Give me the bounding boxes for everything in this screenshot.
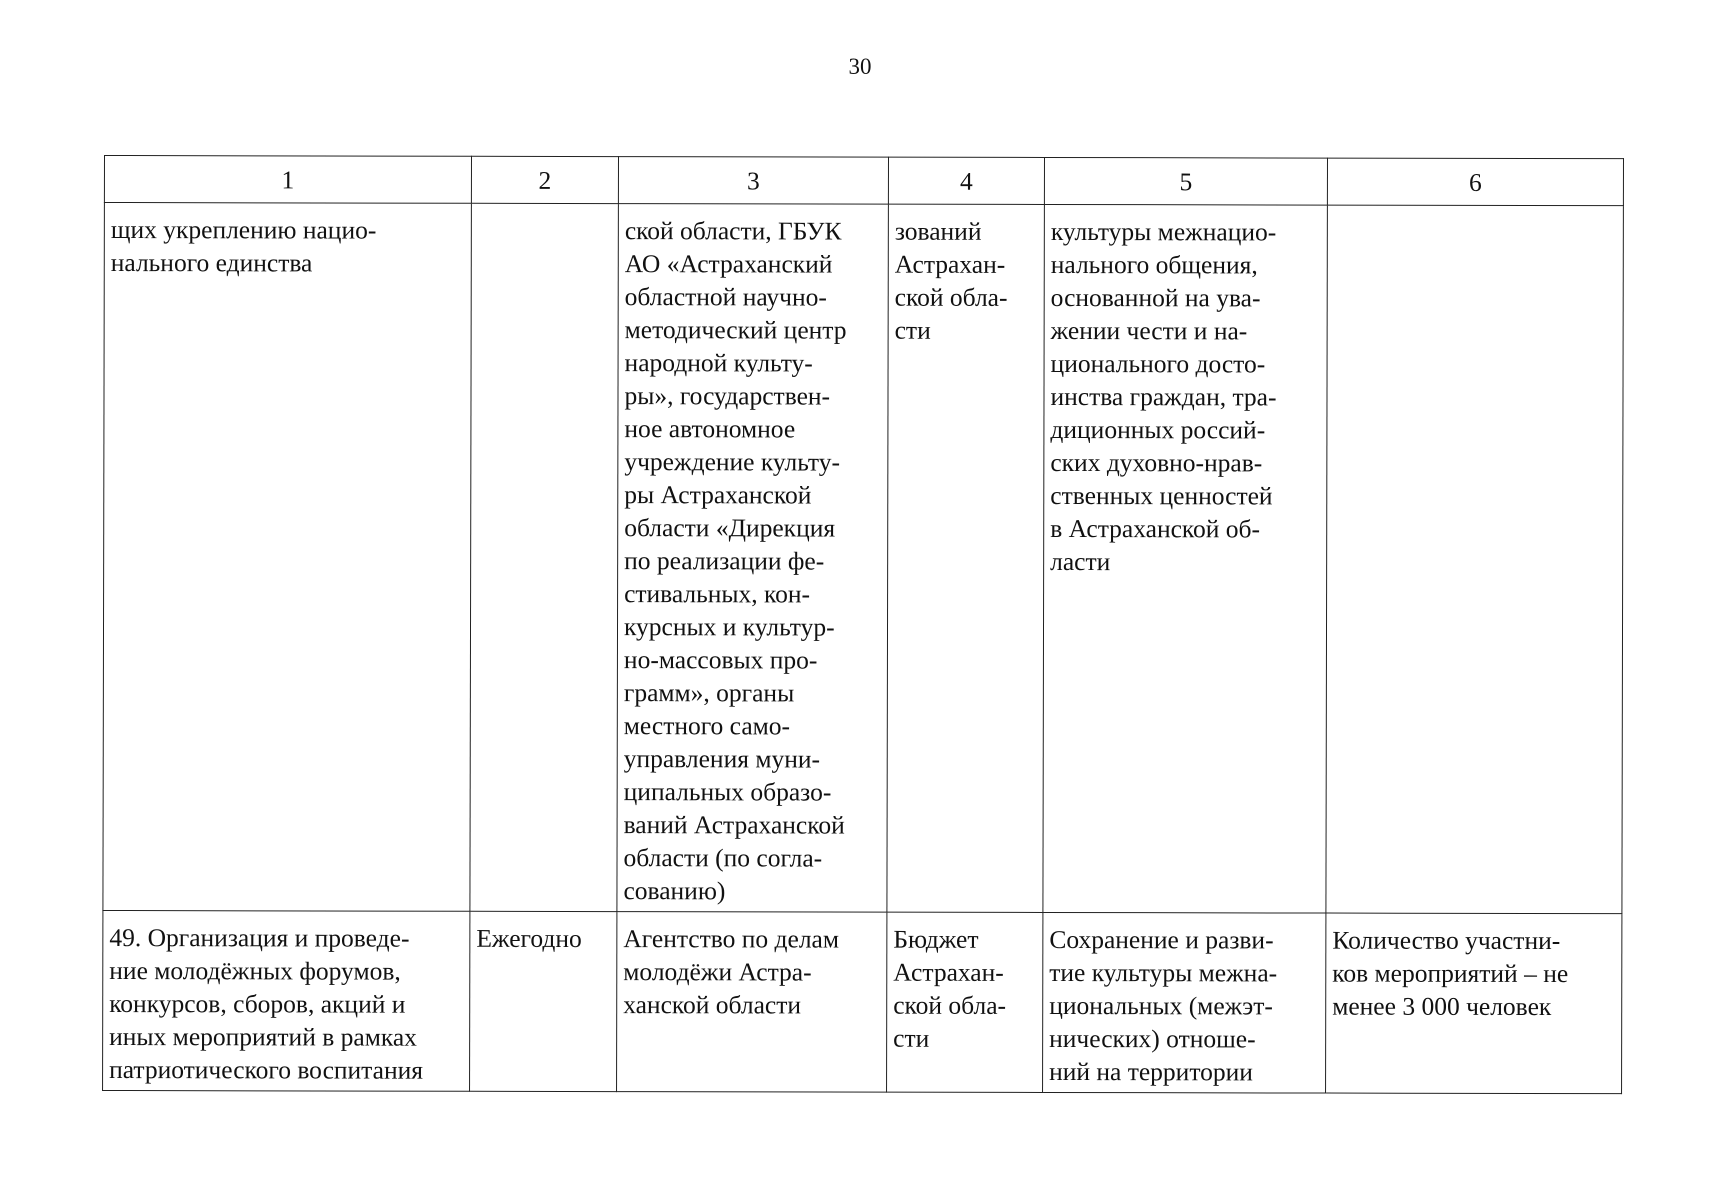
- cell-text: Бюджет Астрахан- ской обла- сти: [893, 924, 1007, 1053]
- column-header-2: 2: [471, 156, 618, 203]
- table-row: [103, 203, 1623, 914]
- table-cell: [1326, 205, 1623, 914]
- cell-text: зований Астрахан- ской обла- сти: [894, 216, 1008, 345]
- cell-text: Количество участни- ков мероприятий – не менее 3 000 человек: [1332, 925, 1569, 1022]
- column-header-4: 4: [888, 157, 1044, 204]
- column-header-5: 5: [1044, 157, 1327, 205]
- cell-text: щих укреплению нацио- нального единства: [110, 215, 377, 278]
- cell-text: культуры межнацио- нального общения, основанной на ува- жении чести и на- ционального досто- инства граждан, тра- диционных россий- ских духовно-нрав- ственных ценностей в Астраханской об- ласти: [1050, 216, 1277, 577]
- table-cell: [470, 911, 617, 1091]
- cell-text: Ежегодно: [476, 923, 582, 954]
- cell-text: [1334, 216, 1617, 217]
- cell-text: Сохранение и разви- тие культуры межна- циональных (межэт- нических) отноше- ний на территории: [1049, 924, 1278, 1087]
- table-cell: [1326, 913, 1622, 1094]
- cell-text: Агентство по делам молодёжи Астра- ханской области: [623, 924, 840, 1020]
- column-header-3: 3: [618, 157, 888, 205]
- table-cell: [103, 203, 471, 912]
- cell-text: ской области, ГБУК АО «Астраханский областной научно- методический центр народной культу- ры», государствен- ное автономное учреждение культу- ры Астраханской области «Дирекция по реализации фе- стивальных, кон- курсных и культур- но-массовых про- грамм», органы местного само- управления муни- ципальных образо- ваний Астраханской области (по согла- сованию): [623, 216, 847, 906]
- table-cell: [1043, 912, 1326, 1093]
- table-cell: [887, 912, 1043, 1092]
- table-cell: [470, 203, 618, 911]
- document-table: [102, 155, 1624, 1094]
- table-header-row: [104, 156, 1623, 206]
- page-number: 30: [848, 54, 872, 79]
- table-cell: [617, 912, 887, 1093]
- table-cell: [1043, 204, 1327, 913]
- table-cell: [103, 910, 470, 1091]
- cell-text: 49. Организация и проведе- ние молодёжных форумов, конкурсов, сборов, акций и иных мероприятий в рамках патриотического воспитания: [109, 923, 424, 1085]
- table-row: [103, 910, 1622, 1093]
- table-cell: [887, 204, 1044, 912]
- column-header-6: 6: [1327, 158, 1623, 206]
- column-header-1: 1: [104, 156, 471, 204]
- table-cell: [617, 204, 888, 913]
